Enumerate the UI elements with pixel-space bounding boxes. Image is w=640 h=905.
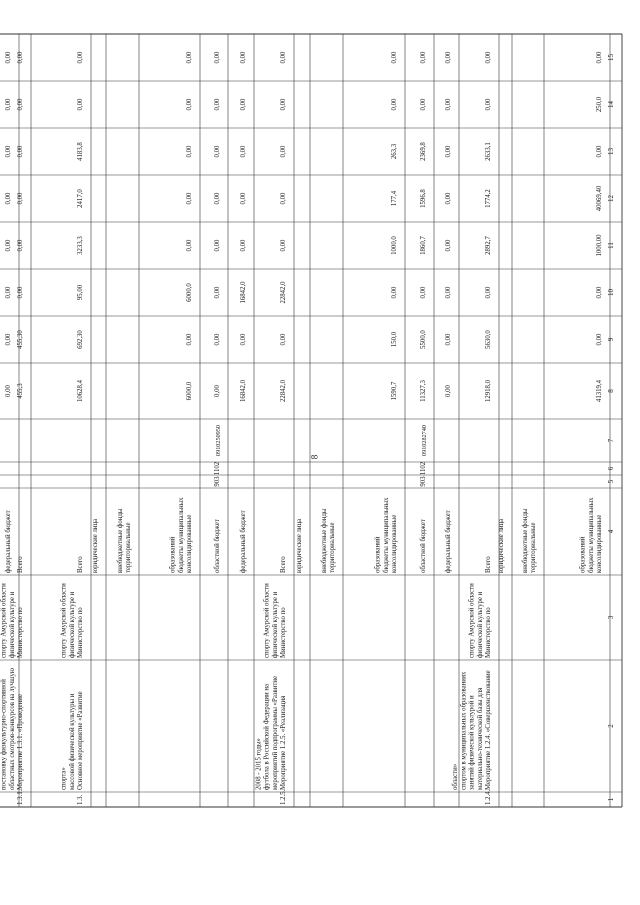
table-cell: 1000,0 bbox=[391, 236, 399, 255]
header-col-number: 13 bbox=[607, 148, 615, 155]
table-cell: 0,00 bbox=[445, 145, 453, 158]
header-col-number: 8 bbox=[607, 389, 615, 393]
budget-table bbox=[0, 34, 622, 859]
table-cell: 250,0 bbox=[596, 96, 604, 113]
table-cell: 10628,4 bbox=[77, 379, 85, 403]
table-cell: 11327,3 bbox=[420, 380, 428, 402]
table-cells bbox=[0, 51, 615, 805]
header-col-number: 5 bbox=[607, 479, 615, 484]
funding-source: Всего bbox=[485, 556, 493, 573]
table-cell: 0,00 bbox=[240, 333, 248, 346]
header-col-number: 7 bbox=[607, 438, 615, 443]
table-cell: 40069,40 bbox=[596, 185, 604, 212]
measure-name: Основное мероприятие «Развитиемассовой физической культуры испорта» bbox=[60, 691, 85, 790]
table-cell: 0,00 bbox=[420, 51, 428, 64]
table-cell: 0,00 bbox=[240, 51, 248, 64]
table-cell: 0,00 bbox=[445, 51, 453, 64]
executor-name: Министерство пофизической культуре испорту Амурской области bbox=[60, 583, 85, 658]
executor-name: Министерство пофизической культуре испорту Амурской области bbox=[468, 583, 493, 658]
funding-source: консолидированныебюджеты муниципальныхобразований bbox=[374, 497, 399, 573]
table-cell: 3233,3 bbox=[77, 236, 85, 255]
table-cell: 0,00 bbox=[5, 333, 13, 346]
page-number: 8 bbox=[309, 454, 320, 460]
table-cell: 692,30 bbox=[77, 330, 85, 349]
table-cell: 0,00 bbox=[5, 239, 13, 252]
table-cell: 0,00 bbox=[280, 98, 288, 111]
table-cell: 1596,8 bbox=[420, 189, 428, 208]
table-cell: 0,00 bbox=[17, 286, 25, 299]
header-col-number: 6 bbox=[607, 466, 615, 471]
table-cell: 177,4 bbox=[391, 190, 399, 207]
table-cell: 0,00 bbox=[214, 385, 222, 397]
table-cell: 0,00 bbox=[485, 51, 493, 64]
measure-name: Мероприятие 1.2.5. «Реализациямероприятий подпрограммы «Развитиефутбола в Российской Федерации на2008 - 2015 годы» bbox=[255, 675, 288, 790]
table-cell: 0910282740 bbox=[420, 425, 428, 456]
table-cell: 0,00 bbox=[214, 333, 222, 346]
header-col-number: 14 bbox=[607, 101, 615, 108]
funding-source: областной бюджет bbox=[214, 519, 222, 573]
table-cell: 0,00 bbox=[186, 51, 194, 64]
funding-source: федеральный бюджет bbox=[445, 510, 453, 573]
table-cell: 0,00 bbox=[214, 192, 222, 205]
table-cell: 0,00 bbox=[391, 98, 399, 111]
table-cell: 0,00 bbox=[280, 145, 288, 158]
table-cell: 0,00 bbox=[420, 286, 428, 299]
table-cell: 0,00 bbox=[5, 51, 13, 64]
table-cell: 0,00 bbox=[445, 286, 453, 299]
table-cell: 263,3 bbox=[391, 143, 399, 160]
table-cell: 0,00 bbox=[5, 145, 13, 158]
table-cell: 0,00 bbox=[5, 98, 13, 111]
measure-name: Мероприятие 1.2.4. «Совершенствованиематериально-технической базы длязанятий физической культурой испортом в муниципальных образованияхобласти» bbox=[452, 670, 493, 790]
table-cell: 0,00 bbox=[240, 192, 248, 205]
table-cell: 455,30 bbox=[17, 330, 25, 349]
table-cell: 0,00 bbox=[214, 286, 222, 299]
table-cell: 0,00 bbox=[240, 98, 248, 111]
funding-source: юридические лица bbox=[498, 518, 506, 573]
table-cell: 0,00 bbox=[596, 286, 604, 299]
table-cell: 903 bbox=[420, 476, 428, 487]
table-cell: 22842,0 bbox=[280, 379, 288, 403]
table-cell: 2892,7 bbox=[485, 236, 493, 255]
table-grid bbox=[0, 34, 622, 807]
table-cell: 0,00 bbox=[77, 98, 85, 111]
table-cell: 0,00 bbox=[214, 98, 222, 111]
table-cell: 0,00 bbox=[186, 98, 194, 111]
table-cell: 1102 bbox=[420, 461, 428, 476]
table-cell: 0,00 bbox=[17, 145, 25, 158]
table-cell: 1590,7 bbox=[391, 381, 399, 401]
table-cell: 0,00 bbox=[5, 385, 13, 397]
header-col-number: 12 bbox=[607, 195, 615, 202]
table-cell: 0,00 bbox=[445, 333, 453, 346]
table-cell: 0,00 bbox=[596, 145, 604, 158]
table-cell: 12918,0 bbox=[485, 379, 493, 403]
executor-name: Министерство пофизической культуре испорту Амурской области bbox=[263, 583, 288, 658]
funding-source: Всего bbox=[280, 556, 288, 573]
row-number: 1.3.1. bbox=[17, 789, 25, 805]
table-cell: 0,00 bbox=[240, 145, 248, 158]
table-cell: 2417,0 bbox=[77, 189, 85, 208]
table-cell: 0,00 bbox=[280, 192, 288, 205]
table-cell: 0,00 bbox=[596, 51, 604, 64]
funding-source: федеральный бюджет bbox=[5, 510, 13, 573]
row-number: 1.3. bbox=[77, 794, 85, 805]
table-cell: 0,00 bbox=[17, 239, 25, 252]
table-cell: 0,00 bbox=[445, 98, 453, 111]
funding-source: областной бюджет bbox=[420, 519, 428, 573]
table-cell: 95,00 bbox=[77, 284, 85, 301]
table-cell: 455,3 bbox=[17, 383, 25, 399]
table-cell: 0,00 bbox=[186, 145, 194, 158]
funding-source: консолидированныебюджеты муниципальныхобразований bbox=[579, 497, 604, 573]
table-cell: 2369,8 bbox=[420, 142, 428, 161]
funding-source: юридические лица bbox=[92, 518, 100, 573]
table-cell: 0,00 bbox=[485, 286, 493, 299]
row-number: 1.2.4. bbox=[485, 789, 493, 805]
table-cell: 0,00 bbox=[17, 51, 25, 64]
table-cell: 5500,0 bbox=[420, 330, 428, 349]
table-cell: 0,00 bbox=[77, 51, 85, 64]
table-cell: 0,00 bbox=[445, 385, 453, 397]
header-col-number: 3 bbox=[607, 615, 615, 620]
table-cell: 0,00 bbox=[391, 286, 399, 299]
table-cell: 1774,2 bbox=[485, 189, 493, 208]
table-cell: 903 bbox=[214, 476, 222, 487]
header-col-number: 10 bbox=[607, 289, 615, 296]
table-cell: 6000,0 bbox=[186, 283, 194, 302]
table-cell: 0,00 bbox=[420, 98, 428, 111]
table-cell: 0,00 bbox=[240, 239, 248, 252]
table-cell: 0,00 bbox=[485, 98, 493, 111]
measure-name: Мероприятие 1.3.1. «Проведениеобластных смотров-конкурсов на лучшуюпостановку физкультурно-спортивной bbox=[0, 668, 25, 790]
header-col-number: 11 bbox=[607, 242, 615, 249]
header-col-number: 9 bbox=[607, 337, 615, 342]
table-cell: 0,00 bbox=[280, 333, 288, 346]
table-cell: 0,00 bbox=[214, 239, 222, 252]
table-cell: 0,00 bbox=[214, 145, 222, 158]
table-cell: 0,00 bbox=[5, 286, 13, 299]
table-cell: 0,00 bbox=[186, 239, 194, 252]
table-cell: 0,00 bbox=[5, 192, 13, 205]
funding-source: территориальныевнебюджетные фонды bbox=[521, 508, 538, 573]
table-cell: 41319,4 bbox=[596, 379, 604, 403]
table-cell: 0,00 bbox=[445, 192, 453, 205]
table-cell: 0,00 bbox=[186, 192, 194, 205]
header-col-number: 1 bbox=[607, 797, 615, 802]
table-cell: 0,00 bbox=[445, 239, 453, 252]
funding-source: территориальныевнебюджетные фонды bbox=[320, 508, 337, 573]
row-number: 1.2.5. bbox=[280, 789, 288, 805]
funding-source: федеральный бюджет bbox=[240, 510, 248, 573]
header-col-number: 15 bbox=[607, 54, 615, 61]
table-cell: 0910250950 bbox=[214, 425, 222, 456]
table-cell: 1860,7 bbox=[420, 236, 428, 255]
table-cell: 0,00 bbox=[280, 51, 288, 64]
table-cell: 0,00 bbox=[596, 333, 604, 346]
table-cell: 0,00 bbox=[280, 239, 288, 252]
table-cell: 4183,8 bbox=[77, 142, 85, 161]
funding-source: Всего bbox=[17, 556, 25, 573]
table-cell: 0,00 bbox=[214, 51, 222, 64]
table-cell: 5630,0 bbox=[485, 330, 493, 349]
funding-source: консолидированныебюджеты муниципальныхобразований bbox=[169, 497, 194, 573]
table-cell: 6000,0 bbox=[186, 381, 194, 401]
header-col-number: 4 bbox=[607, 529, 615, 534]
funding-source: территориальныевнебюджетные фонды bbox=[116, 508, 133, 573]
funding-source: Всего bbox=[77, 556, 85, 573]
table-cell: 0,00 bbox=[391, 51, 399, 64]
funding-source: юридические лица bbox=[296, 518, 304, 573]
table-cell: 150,0 bbox=[391, 331, 399, 348]
table-cell: 16842,0 bbox=[240, 281, 248, 304]
table-cell: 0,00 bbox=[186, 333, 194, 346]
table-cell: 16842,0 bbox=[240, 379, 248, 403]
header-col-number: 2 bbox=[607, 724, 615, 728]
table-cell: 0,00 bbox=[17, 98, 25, 111]
table-cell: 1102 bbox=[214, 461, 222, 476]
table-cell: 22842,0 bbox=[280, 281, 288, 304]
table-cell: 1000,00 bbox=[596, 234, 604, 257]
table-cell: 0,00 bbox=[17, 192, 25, 205]
table-cell: 2633,1 bbox=[485, 142, 493, 161]
executor-name: Министерство пофизической культуре испорту Амурской области bbox=[0, 583, 25, 658]
